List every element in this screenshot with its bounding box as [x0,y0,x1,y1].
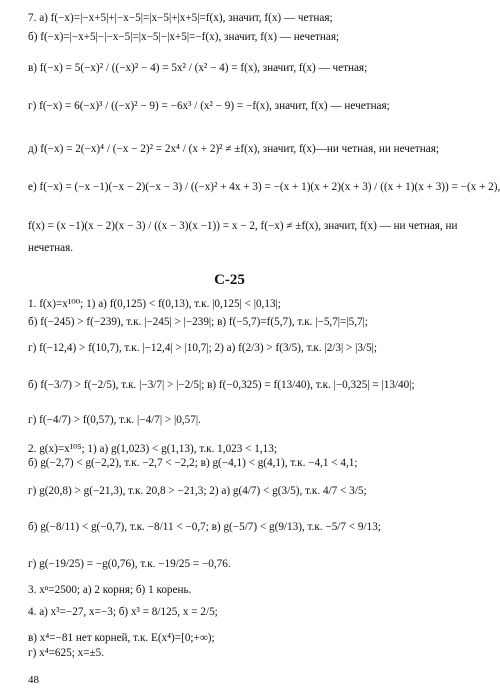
line-1-1g-2a: г) f(−12,4) > f(10,7), т.к. |−12,4| > |10,7|; 2) а) f(2/3) > f(3/5), т.к. |2/3| > |3/5|; [28,342,378,354]
line-7d: д) f(−x) = 2(−x)⁴ / (−x − 2)² = 2x⁴ / (x + 2)² ≠ ±f(x), значит, f(x)—ни четная, ни нечетная; [28,143,439,155]
line-7e-end: нечетная. [28,242,74,254]
line-7b: б) f(−x)=|−x+5|−|−x−5|=|x−5|−|x+5|=−f(x), значит, f(x) — нечетная; [28,31,340,43]
section-heading: C-25 [214,272,245,288]
page-number: 48 [28,674,39,686]
line-2-2b: б) g(−8/11) < g(−0,7), т.к. −8/11 < −0,7; в) g(−5/7) < g(9/13), т.к. −5/7 < 9/13; [28,521,381,533]
line-1-1b: б) f(−245) > f(−239), т.к. |−245| > |−239|; в) f(−5,7)=f(5,7), т.к. |−5,7|=|5,7|; [28,316,368,328]
line-1-1a: 1. f(x)=x¹⁰⁰; 1) а) f(0,125) < f(0,13), т.к. |0,125| < |0,13|; [28,298,281,310]
line-4v: в) x⁴=−81 нет корней, т.к. E(x⁴)=[0;+∞); [28,632,215,644]
line-4g: г) x⁴=625; x=±5. [28,647,105,659]
line-7e-f: f(x) = (x −1)(x − 2)(x − 3) / ((x − 3)(x −1)) = x − 2, f(−x) ≠ ±f(x), значит, f(x) — ни четная, ни [28,220,458,232]
line-1-2b: б) f(−3/7) > f(−2/5), т.к. |−3/7| > |−2/5|; в) f(−0,325) = f(13/40), т.к. |−0,325| = |13/40|; [28,379,415,391]
line-7g: г) f(−x) = 6(−x)³ / ((−x)² − 9) = −6x³ / (x² − 9) = −f(x), значит, f(x) — нечетная; [28,100,390,112]
line-2-1g-2a: г) g(20,8) > g(−21,3), т.к. 20,8 > −21,3; 2) а) g(4/7) < g(3/5), т.к. 4/7 < 3/5; [28,485,367,497]
line-3: 3. xⁿ=2500; а) 2 корня; б) 1 корень. [28,584,192,596]
line-1-2g: г) f(−4/7) > f(0,57), т.к. |−4/7| > |0,57|. [28,414,201,426]
line-2-2g: г) g(−19/25) = −g(0,76), т.к. −19/25 = −0,76. [28,558,231,570]
line-7a: 7. а) f(−x)=|−x+5|+|−x−5|=|x−5|+|x+5|=f(x), значит, f(x) — четная; [28,12,333,24]
line-4a: 4. а) x³=−27, x=−3; б) x³ = 8/125, x = 2/5; [28,606,218,618]
line-7e: е) f(−x) = (−x −1)(−x − 2)(−x − 3) / ((−x)² + 4x + 3) = −(x + 1)(x + 2)(x + 3) / ((x + 1)(x + 3)) = −(x + 2), [28,181,500,193]
line-2-1a: 2. g(x)=x¹⁰⁵; 1) а) g(1,023) < g(1,13), т.к. 1,023 < 1,13; [28,443,277,455]
line-7v: в) f(−x) = 5(−x)² / ((−x)² − 4) = 5x² / (x² − 4) = f(x), значит, f(x) — четная; [28,62,368,74]
line-2-1b: б) g(−2,7) < g(−2,2), т.к. −2,7 < −2,2; в) g(−4,1) < g(4,1), т.к. −4,1 < 4,1; [28,457,358,469]
